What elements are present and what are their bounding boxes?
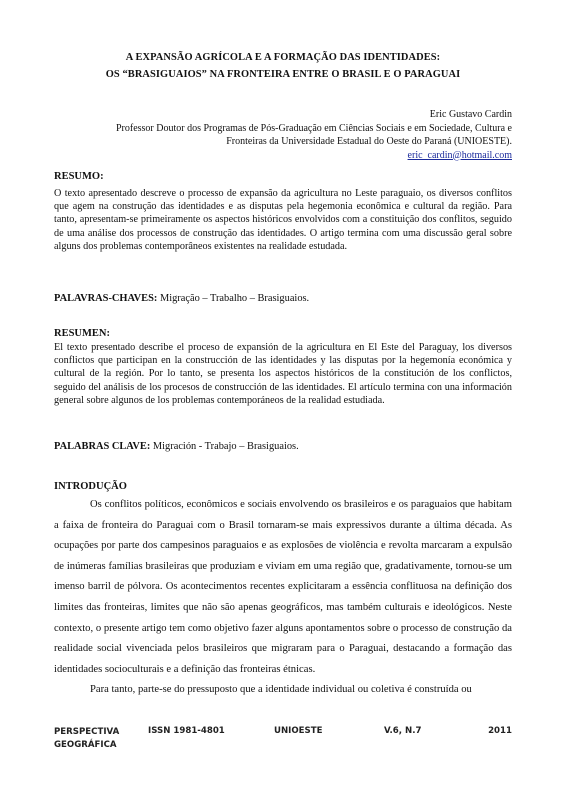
page-footer: [54, 726, 512, 756]
author-affiliation-line1: Professor Doutor dos Programas de Pós-Graduação em Ciências Sociais e em Sociedade, Cultura e: [115, 122, 512, 134]
article-title-line1: A EXPANSÃO AGRÍCOLA E A FORMAÇÃO DAS IDENTIDADES:: [125, 52, 441, 63]
footer-institution: UNIOESTE: [274, 726, 323, 736]
resumen-text: El texto presentado describe el proceso de expansión de la agricultura en El Este del Paraguay, los diversos conflictos que participan en la construcción de las identidades y las disputas por la hegemonía económica y cultural de la región. Por lo tanto, se presenta los aspectos históricos de la constitución de los conflictos, seguido del análisis de los procesos de construcción de las identidades. El artículo termina con una información general sobre algunos de los problemas contemporáneos de la realidad estudiada.: [54, 342, 512, 406]
author-email-link[interactable]: eric_cardin@hotmail.com: [407, 149, 512, 161]
palabras-clave-value: Migración - Trabajo – Brasiguaios.: [150, 441, 299, 452]
article-title-line2: OS “BRASIGUAIOS” NA FRONTEIRA ENTRE O BRASIL E O PARAGUAI: [105, 69, 461, 80]
introducao-body: [54, 495, 512, 701]
resumo-heading: RESUMO:: [54, 171, 104, 182]
footer-year: 2011: [488, 726, 512, 736]
introducao-heading: INTRODUÇÃO: [54, 481, 127, 492]
palabras-clave-label: PALABRAS CLAVE:: [54, 441, 151, 452]
resumo-text: O texto apresentado descreve o processo de expansão da agricultura no Leste paraguaio, os diversos conflitos que agem na construção das identidades e as disputas pela hegemonia econômica e cultural da região. Para tanto, apresentam-se primeiramente os aspectos históricos envolvidos com a constituição dos conflitos, seguido de uma análise dos processos de construção das identidades. O artigo termina com uma discussão geral sobre alguns dos problemas contemporâneos existentes na realidade estudada.: [54, 188, 512, 252]
introducao-paragraph-2: Para tanto, parte-se do pressuposto que a identidade individual ou coletiva é construída ou: [90, 684, 472, 696]
footer-volume: V.6, N.7: [384, 726, 422, 736]
palavras-chaves-line: [54, 293, 309, 304]
palabras-clave-line: [54, 441, 299, 452]
footer-journal-name: [54, 726, 119, 751]
palavras-chaves-value: Migração – Trabalho – Brasiguaios.: [157, 293, 310, 304]
footer-journal-line1: PERSPECTIVA: [54, 727, 120, 737]
palavras-chaves-label: PALAVRAS-CHAVES:: [54, 293, 158, 304]
footer-issn: ISSN 1981-4801: [148, 726, 225, 736]
author-block: [32, 108, 512, 162]
footer-journal-line2: GEOGRÁFICA: [54, 739, 117, 750]
author-name: Eric Gustavo Cardin: [429, 109, 512, 120]
author-affiliation-line2: Fronteiras da Universidade Estadual do Oeste do Paraná (UNIOESTE).: [226, 136, 512, 147]
introducao-paragraph-1: Os conflitos políticos, econômicos e sociais envolvendo os brasileiros e os paraguaios que habitam a faixa de fronteira do Paraguai com o Brasil tornaram-se mais expressivos durante a última década. As ocupações por parte dos campesinos paraguaios e as explosões de violência e revolta marcaram a expulsão de inúmeras famílias brasileiras que produziam e viviam em uma região que, gradativamente, tornou-se um imenso barril de pólvora. Os acontecimentos recentes explicitaram a essência conflituosa na definição dos limites das fronteiras, limites que não são apenas geográficos, mas também culturais e ideológicos. Neste contexto, o presente artigo tem como objetivo fazer alguns apontamentos sobre o processo de construção da realidade social vivenciada pelos brasileiros que migraram para o Paraguai, destacando a formação das identidades socioculturais e a definição das fronteiras étnicas.: [54, 499, 512, 675]
resumen-heading: RESUMEN:: [54, 328, 111, 339]
